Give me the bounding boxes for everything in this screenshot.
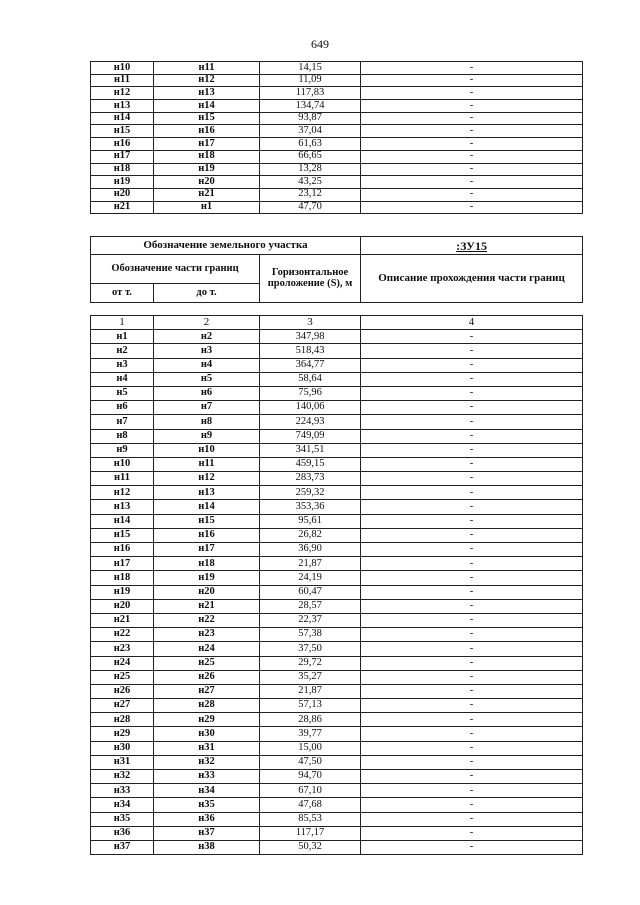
- distance-cell: 61,63: [260, 138, 361, 151]
- from-point-cell: н9: [91, 443, 154, 457]
- to-point-cell: н38: [154, 840, 260, 854]
- distance-cell: 66,65: [260, 150, 361, 163]
- description-cell: -: [361, 344, 583, 358]
- table-row: [91, 62, 583, 75]
- description-cell: -: [361, 741, 583, 755]
- description-cell: -: [361, 386, 583, 400]
- to-point-cell: н3: [154, 344, 260, 358]
- to-point-cell: н22: [154, 613, 260, 627]
- distance-cell: 224,93: [260, 415, 361, 429]
- from-point-cell: н3: [91, 358, 154, 372]
- to-point-cell: н16: [154, 528, 260, 542]
- from-point-cell: н24: [91, 656, 154, 670]
- distance-cell: 23,12: [260, 188, 361, 201]
- to-point-cell: н12: [154, 472, 260, 486]
- from-point-cell: н28: [91, 713, 154, 727]
- from-point-cell: н22: [91, 628, 154, 642]
- to-point-cell: н24: [154, 642, 260, 656]
- from-point-cell: н10: [91, 457, 154, 471]
- description-cell: -: [361, 62, 583, 75]
- table-row: [91, 500, 583, 514]
- table-row: [91, 528, 583, 542]
- to-point-cell: н37: [154, 826, 260, 840]
- to-point-cell: н12: [154, 74, 260, 87]
- description-cell: -: [361, 372, 583, 386]
- distance-cell: 459,15: [260, 457, 361, 471]
- description-cell: -: [361, 798, 583, 812]
- from-point-cell: н20: [91, 188, 154, 201]
- to-point-cell: н11: [154, 457, 260, 471]
- from-point-cell: н35: [91, 812, 154, 826]
- table-row: [91, 543, 583, 557]
- from-point-cell: н2: [91, 344, 154, 358]
- distance-cell: 117,17: [260, 826, 361, 840]
- distance-cell: 22,37: [260, 613, 361, 627]
- to-point-cell: н23: [154, 628, 260, 642]
- from-point-cell: н17: [91, 150, 154, 163]
- from-point-cell: н25: [91, 670, 154, 684]
- from-point-cell: н10: [91, 62, 154, 75]
- table-row: [91, 443, 583, 457]
- description-cell: -: [361, 585, 583, 599]
- distance-cell: 341,51: [260, 443, 361, 457]
- distance-cell: 28,86: [260, 713, 361, 727]
- distance-cell: 134,74: [260, 100, 361, 113]
- to-point-cell: н11: [154, 62, 260, 75]
- table-row: [91, 344, 583, 358]
- part-boundaries-header: Обозначение части границ: [91, 255, 260, 284]
- from-point-cell: н23: [91, 642, 154, 656]
- distance-cell: 21,87: [260, 557, 361, 571]
- to-point-cell: н31: [154, 741, 260, 755]
- to-point-cell: н33: [154, 770, 260, 784]
- from-point-cell: н16: [91, 543, 154, 557]
- table-row: [91, 613, 583, 627]
- from-point-cell: н1: [91, 330, 154, 344]
- table-row: [91, 755, 583, 769]
- description-cell: -: [361, 755, 583, 769]
- to-point-cell: н14: [154, 500, 260, 514]
- description-cell: -: [361, 699, 583, 713]
- table-row: [91, 656, 583, 670]
- distance-cell: 94,70: [260, 770, 361, 784]
- from-point-cell: н30: [91, 741, 154, 755]
- from-point-cell: н17: [91, 557, 154, 571]
- table-row: [91, 472, 583, 486]
- distance-cell: 57,13: [260, 699, 361, 713]
- column-number: 3: [260, 316, 361, 330]
- table-row: [91, 188, 583, 201]
- table-row: [91, 713, 583, 727]
- column-number-row: [91, 316, 583, 330]
- description-cell: -: [361, 784, 583, 798]
- distance-cell: 39,77: [260, 727, 361, 741]
- to-point-cell: н13: [154, 87, 260, 100]
- table-row: [91, 150, 583, 163]
- to-point-cell: н26: [154, 670, 260, 684]
- to-point-cell: н21: [154, 599, 260, 613]
- table-row: [91, 486, 583, 500]
- description-cell: -: [361, 500, 583, 514]
- distance-cell: 93,87: [260, 112, 361, 125]
- from-point-cell: н31: [91, 755, 154, 769]
- description-cell: -: [361, 188, 583, 201]
- column-number: 2: [154, 316, 260, 330]
- distance-cell: 47,68: [260, 798, 361, 812]
- table-row: [91, 741, 583, 755]
- table-row: [91, 358, 583, 372]
- from-point-cell: н20: [91, 599, 154, 613]
- description-cell: -: [361, 472, 583, 486]
- description-cell: -: [361, 557, 583, 571]
- from-point-cell: н14: [91, 514, 154, 528]
- description-cell: -: [361, 358, 583, 372]
- table-row: [91, 138, 583, 151]
- column-number: 1: [91, 316, 154, 330]
- description-cell: -: [361, 150, 583, 163]
- table-row: [91, 125, 583, 138]
- from-point-cell: н13: [91, 100, 154, 113]
- distance-cell: 26,82: [260, 528, 361, 542]
- to-point-cell: н35: [154, 798, 260, 812]
- from-point-cell: н18: [91, 163, 154, 176]
- distance-cell: 57,38: [260, 628, 361, 642]
- to-point-cell: н29: [154, 713, 260, 727]
- description-cell: -: [361, 528, 583, 542]
- description-cell: -: [361, 599, 583, 613]
- table-row: [91, 642, 583, 656]
- description-cell: -: [361, 443, 583, 457]
- table-row: [91, 699, 583, 713]
- distance-cell: 85,53: [260, 812, 361, 826]
- main-table-body: [91, 316, 583, 855]
- from-point-cell: н19: [91, 176, 154, 189]
- table-row: [91, 176, 583, 189]
- table-row: [91, 386, 583, 400]
- to-point-cell: н4: [154, 358, 260, 372]
- to-point-cell: н5: [154, 372, 260, 386]
- from-point-cell: н6: [91, 401, 154, 415]
- to-point-cell: н2: [154, 330, 260, 344]
- from-point-cell: н12: [91, 486, 154, 500]
- description-cell: -: [361, 429, 583, 443]
- to-point-cell: н27: [154, 684, 260, 698]
- table-row: [91, 840, 583, 854]
- land-plot-id: :ЗУ15: [361, 237, 583, 255]
- to-point-cell: н20: [154, 176, 260, 189]
- horizontal-distance-header: Горизонтальное проложение (S), м: [260, 255, 361, 303]
- from-point-cell: н11: [91, 472, 154, 486]
- from-point-cell: н15: [91, 125, 154, 138]
- distance-cell: 47,70: [260, 201, 361, 214]
- description-cell: -: [361, 770, 583, 784]
- table-row: [91, 826, 583, 840]
- table-row: [91, 163, 583, 176]
- description-cell: -: [361, 138, 583, 151]
- from-point-cell: н29: [91, 727, 154, 741]
- to-point-cell: н18: [154, 150, 260, 163]
- description-cell: -: [361, 74, 583, 87]
- from-point-cell: н8: [91, 429, 154, 443]
- table-row: [91, 201, 583, 214]
- to-point-cell: н17: [154, 543, 260, 557]
- to-point-cell: н15: [154, 112, 260, 125]
- to-point-cell: н1: [154, 201, 260, 214]
- table-row: [91, 415, 583, 429]
- boundary-table: [90, 315, 583, 855]
- description-cell: -: [361, 100, 583, 113]
- distance-cell: 95,61: [260, 514, 361, 528]
- from-point-cell: н11: [91, 74, 154, 87]
- description-cell: -: [361, 87, 583, 100]
- from-point-cell: н13: [91, 500, 154, 514]
- table-row: [91, 599, 583, 613]
- distance-cell: 37,04: [260, 125, 361, 138]
- table-row: [91, 74, 583, 87]
- distance-cell: 21,87: [260, 684, 361, 698]
- table-row: [91, 571, 583, 585]
- top-table-body: [91, 62, 583, 214]
- description-cell: -: [361, 826, 583, 840]
- distance-cell: 14,15: [260, 62, 361, 75]
- from-point-cell: н14: [91, 112, 154, 125]
- table-row: [91, 628, 583, 642]
- distance-cell: 347,98: [260, 330, 361, 344]
- distance-cell: 36,90: [260, 543, 361, 557]
- from-point-cell: н16: [91, 138, 154, 151]
- from-point-cell: н4: [91, 372, 154, 386]
- to-point-cell: н19: [154, 571, 260, 585]
- description-cell: -: [361, 112, 583, 125]
- distance-cell: 24,19: [260, 571, 361, 585]
- description-cell: -: [361, 628, 583, 642]
- description-cell: -: [361, 571, 583, 585]
- description-cell: -: [361, 840, 583, 854]
- section-header-table: [90, 236, 583, 303]
- column-number: 4: [361, 316, 583, 330]
- table-row: [91, 112, 583, 125]
- description-cell: -: [361, 713, 583, 727]
- to-point-cell: н18: [154, 557, 260, 571]
- from-point-cell: н7: [91, 415, 154, 429]
- to-point-cell: н25: [154, 656, 260, 670]
- to-point-cell: н17: [154, 138, 260, 151]
- description-cell: -: [361, 163, 583, 176]
- table-row: [91, 670, 583, 684]
- table-row: [91, 401, 583, 415]
- table-row: [91, 457, 583, 471]
- to-point-cell: н32: [154, 755, 260, 769]
- table-row: [91, 812, 583, 826]
- to-point-cell: н28: [154, 699, 260, 713]
- description-cell: -: [361, 514, 583, 528]
- to-point-cell: н14: [154, 100, 260, 113]
- from-point-cell: н21: [91, 613, 154, 627]
- table-row: [91, 429, 583, 443]
- distance-cell: 518,43: [260, 344, 361, 358]
- to-point-cell: н36: [154, 812, 260, 826]
- to-point-cell: н19: [154, 163, 260, 176]
- description-cell: -: [361, 727, 583, 741]
- distance-cell: 47,50: [260, 755, 361, 769]
- to-point-cell: н9: [154, 429, 260, 443]
- description-cell: -: [361, 642, 583, 656]
- description-cell: -: [361, 125, 583, 138]
- table-row: [91, 330, 583, 344]
- description-cell: -: [361, 401, 583, 415]
- from-point-header: от т.: [91, 284, 154, 303]
- table-row: [91, 557, 583, 571]
- distance-cell: 11,09: [260, 74, 361, 87]
- distance-cell: 140,06: [260, 401, 361, 415]
- distance-cell: 749,09: [260, 429, 361, 443]
- distance-cell: 37,50: [260, 642, 361, 656]
- table-row: [91, 514, 583, 528]
- to-point-cell: н30: [154, 727, 260, 741]
- distance-cell: 58,64: [260, 372, 361, 386]
- distance-cell: 43,25: [260, 176, 361, 189]
- distance-cell: 29,72: [260, 656, 361, 670]
- from-point-cell: н21: [91, 201, 154, 214]
- description-cell: -: [361, 670, 583, 684]
- to-point-cell: н21: [154, 188, 260, 201]
- from-point-cell: н36: [91, 826, 154, 840]
- distance-cell: 60,47: [260, 585, 361, 599]
- distance-cell: 50,32: [260, 840, 361, 854]
- land-plot-designation-label: Обозначение земельного участка: [91, 237, 361, 255]
- to-point-cell: н13: [154, 486, 260, 500]
- page-number: 649: [311, 37, 329, 51]
- from-point-cell: н15: [91, 528, 154, 542]
- description-cell: -: [361, 457, 583, 471]
- description-cell: -: [361, 330, 583, 344]
- description-header: Описание прохождения части границ: [361, 255, 583, 303]
- table-row: [91, 684, 583, 698]
- from-point-cell: н19: [91, 585, 154, 599]
- description-cell: -: [361, 176, 583, 189]
- distance-cell: 67,10: [260, 784, 361, 798]
- from-point-cell: н27: [91, 699, 154, 713]
- distance-cell: 283,73: [260, 472, 361, 486]
- distance-cell: 364,77: [260, 358, 361, 372]
- distance-cell: 117,83: [260, 87, 361, 100]
- from-point-cell: н32: [91, 770, 154, 784]
- to-point-cell: н10: [154, 443, 260, 457]
- to-point-cell: н7: [154, 401, 260, 415]
- distance-cell: 259,32: [260, 486, 361, 500]
- description-cell: -: [361, 543, 583, 557]
- from-point-cell: н34: [91, 798, 154, 812]
- distance-cell: 353,36: [260, 500, 361, 514]
- distance-cell: 75,96: [260, 386, 361, 400]
- from-point-cell: н5: [91, 386, 154, 400]
- to-point-cell: н16: [154, 125, 260, 138]
- table-row: [91, 727, 583, 741]
- description-cell: -: [361, 415, 583, 429]
- table-row: [91, 585, 583, 599]
- from-point-cell: н37: [91, 840, 154, 854]
- distance-cell: 35,27: [260, 670, 361, 684]
- description-cell: -: [361, 656, 583, 670]
- description-cell: -: [361, 613, 583, 627]
- table-row: [91, 87, 583, 100]
- description-cell: -: [361, 812, 583, 826]
- distance-cell: 15,00: [260, 741, 361, 755]
- table-row: [91, 100, 583, 113]
- description-cell: -: [361, 684, 583, 698]
- to-point-header: до т.: [154, 284, 260, 303]
- to-point-cell: н15: [154, 514, 260, 528]
- distance-cell: 28,57: [260, 599, 361, 613]
- description-cell: -: [361, 486, 583, 500]
- table-row: [91, 798, 583, 812]
- from-point-cell: н33: [91, 784, 154, 798]
- table-row: [91, 784, 583, 798]
- from-point-cell: н12: [91, 87, 154, 100]
- to-point-cell: н34: [154, 784, 260, 798]
- to-point-cell: н8: [154, 415, 260, 429]
- table-row: [91, 770, 583, 784]
- distance-cell: 13,28: [260, 163, 361, 176]
- table-row: [91, 372, 583, 386]
- from-point-cell: н18: [91, 571, 154, 585]
- description-cell: -: [361, 201, 583, 214]
- boundary-table-continued: [90, 61, 583, 214]
- to-point-cell: н6: [154, 386, 260, 400]
- to-point-cell: н20: [154, 585, 260, 599]
- from-point-cell: н26: [91, 684, 154, 698]
